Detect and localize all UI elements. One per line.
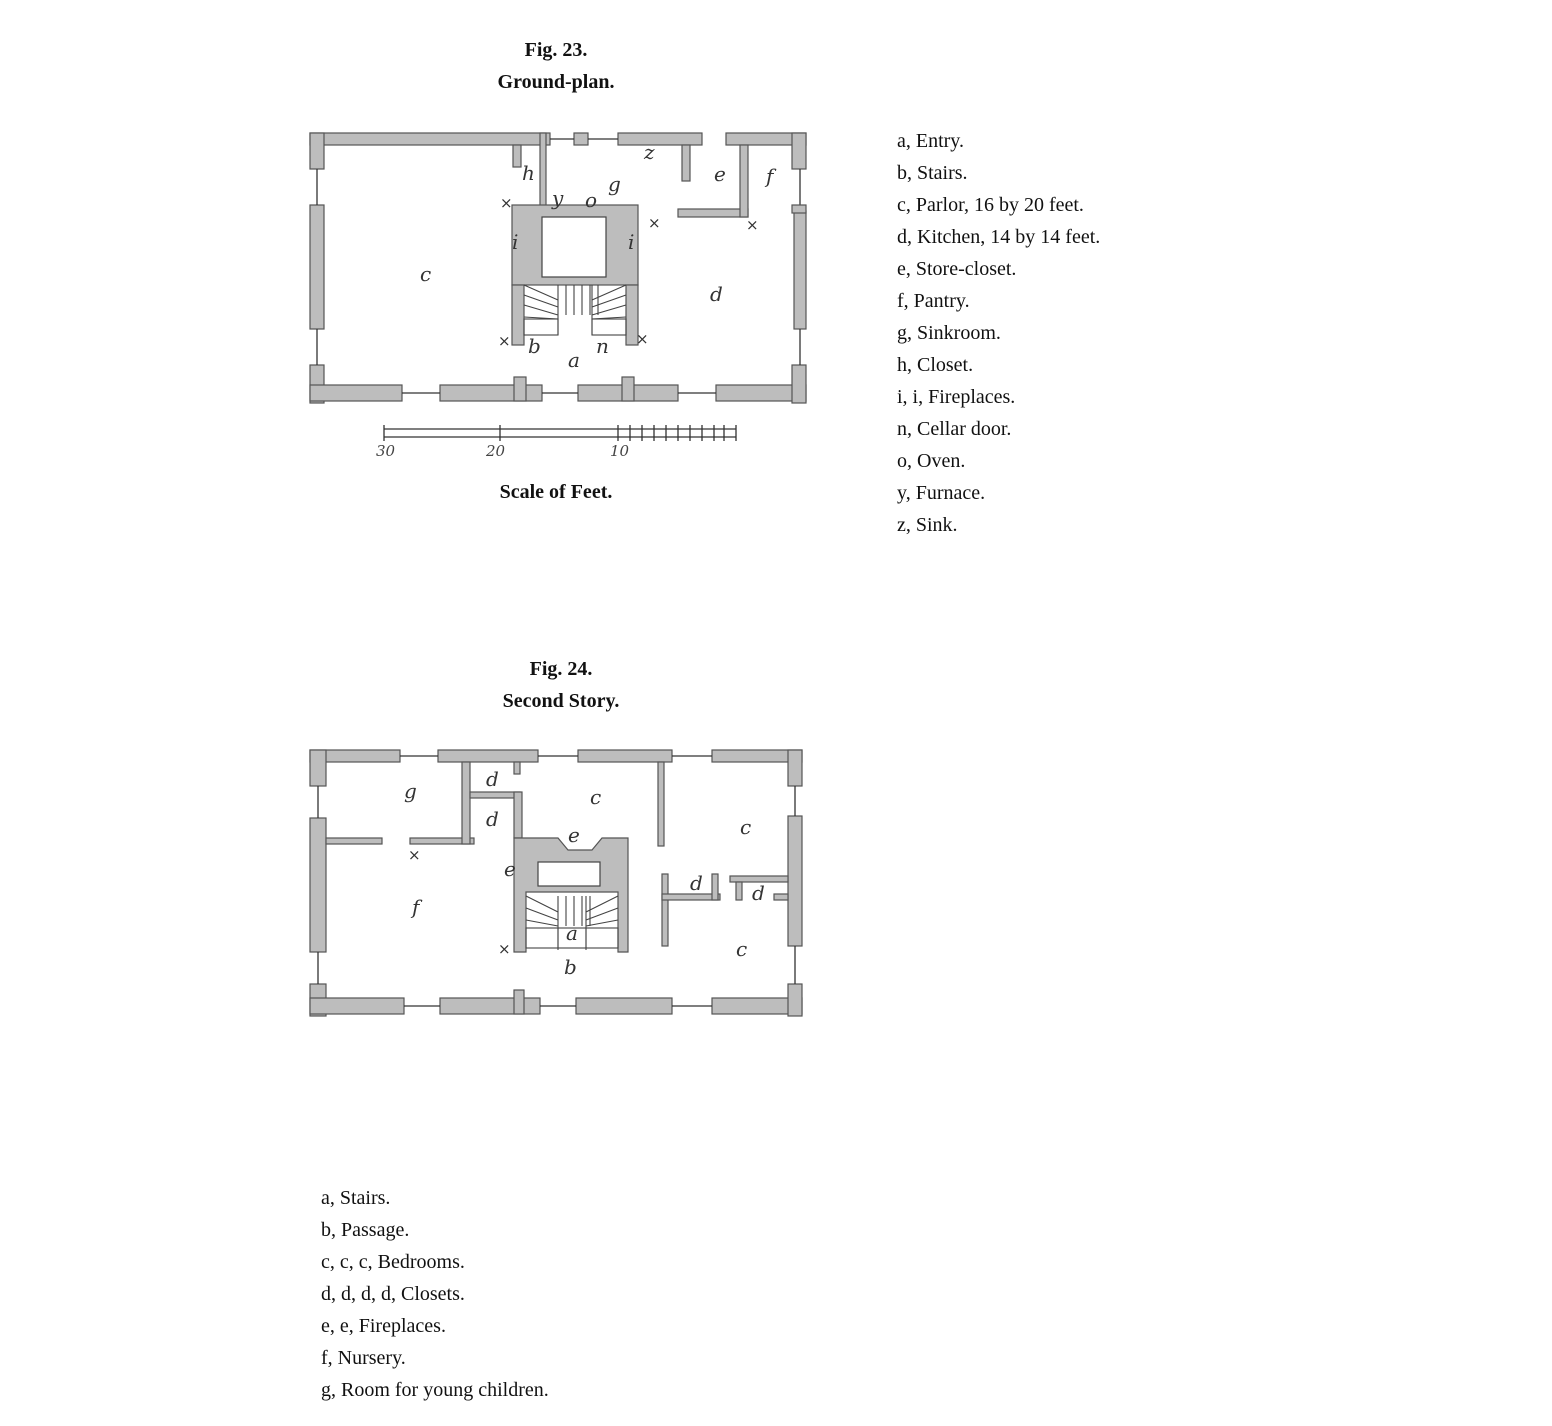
legend-item: b, Stairs. [897,162,968,184]
legend-item: b, Passage. [321,1219,410,1241]
scale-tick: 10 [610,442,630,460]
label-e: e [568,823,580,847]
x-mark: × [648,214,661,232]
pantry-wall [792,205,806,213]
wall [440,385,542,401]
label-z: z [644,140,655,164]
legend-item: e, e, Fireplaces. [321,1315,446,1337]
closet-wall [736,882,742,900]
label-g: g [404,779,417,803]
wall [574,133,588,145]
scale-tick: 30 [376,442,396,460]
wall [310,385,402,401]
fig24-second-story-plan [300,740,820,1030]
label-d: d [486,767,499,791]
scale-tick: 20 [486,442,506,460]
wall [576,998,672,1014]
label-c: c [590,785,602,809]
label-o: o [585,188,598,212]
interior-wall [326,838,382,844]
fig23-ground-plan [300,125,820,470]
label-e: e [504,857,516,881]
interior-wall [658,762,664,846]
wall [788,984,802,1016]
closet-wall [513,145,521,167]
legend-item: i, i, Fireplaces. [897,386,1016,408]
legend-item: o, Oven. [897,450,966,472]
fig23-scale-caption: Scale of Feet. [499,481,613,503]
wall [788,750,802,786]
fig23-caption [456,34,656,98]
wall [792,365,806,403]
label-d: d [486,807,499,831]
label-a: a [568,348,580,372]
label-d: d [752,881,765,905]
closet-wall [470,792,520,798]
pantry-wall [678,209,748,217]
closet-wall [774,894,788,900]
legend-item: a, Stairs. [321,1187,391,1209]
sink-wall [682,145,690,181]
label-i: i [512,230,519,254]
label-f: f [412,895,420,919]
legend-item: f, Nursery. [321,1347,406,1369]
closet-wall [514,792,522,838]
label-y: y [552,186,564,210]
legend-item: d, d, d, d, Closets. [321,1283,465,1305]
oven [542,217,606,277]
legend-item: c, Parlor, 16 by 20 feet. [897,194,1084,216]
label-h: h [522,161,535,185]
x-mark: × [408,846,421,864]
label-g: g [608,172,621,196]
fig23-legend [897,125,1100,541]
label-c: c [420,262,432,286]
wall [794,211,806,329]
wall [310,750,326,786]
wall [438,750,538,762]
label-f: f [766,164,774,188]
fireplace-opening [538,862,600,886]
wall [514,377,526,401]
wall [310,818,326,952]
wall [310,205,324,329]
wall [578,750,672,762]
label-d: d [690,871,703,895]
label-b: b [528,334,541,358]
fig23-title: Ground-plan. [497,71,615,93]
x-mark: × [746,216,759,234]
fig24-legend [321,1182,549,1406]
label-c: c [736,937,748,961]
fig23-number: Fig. 23. [524,39,588,61]
legend-item: c, c, c, Bedrooms. [321,1251,465,1273]
label-d: d [710,282,723,306]
legend-item: f, Pantry. [897,290,970,312]
stairs [524,285,626,335]
x-mark: × [498,940,511,958]
wall [440,998,540,1014]
legend-item: e, Store-closet. [897,258,1017,280]
legend-item: g, Room for young children. [321,1379,549,1401]
fig24-number: Fig. 24. [529,658,593,680]
legend-item: d, Kitchen, 14 by 14 feet. [897,226,1101,248]
fig24-title: Second Story. [502,690,620,712]
closet-wall [462,762,470,844]
x-mark: × [498,332,511,350]
legend-item: g, Sinkroom. [897,322,1001,344]
legend-item: h, Closet. [897,354,974,376]
x-mark: × [500,194,513,212]
wall [618,133,702,145]
wall [310,133,324,169]
fig24-caption [461,653,661,717]
stair-walls [512,285,524,345]
label-a: a [566,921,578,945]
label-e: e [714,162,726,186]
wall [788,816,802,946]
wall [792,133,806,169]
pantry-wall [740,145,748,217]
scale-bar [384,425,736,441]
closet-wall [540,133,546,207]
closet-wall [514,762,520,774]
wall [310,998,404,1014]
x-mark: × [636,330,649,348]
wall [514,990,524,1014]
wall [622,377,634,401]
legend-item: a, Entry. [897,130,965,152]
label-b: b [564,955,577,979]
legend-item: n, Cellar door. [897,418,1012,440]
legend-item: z, Sink. [897,514,958,536]
legend-item: y, Furnace. [897,482,986,504]
wall [310,133,550,145]
closet-wall [662,874,668,946]
label-n: n [596,334,609,358]
label-i: i [628,230,635,254]
closet-wall [712,874,718,900]
label-c: c [740,815,752,839]
